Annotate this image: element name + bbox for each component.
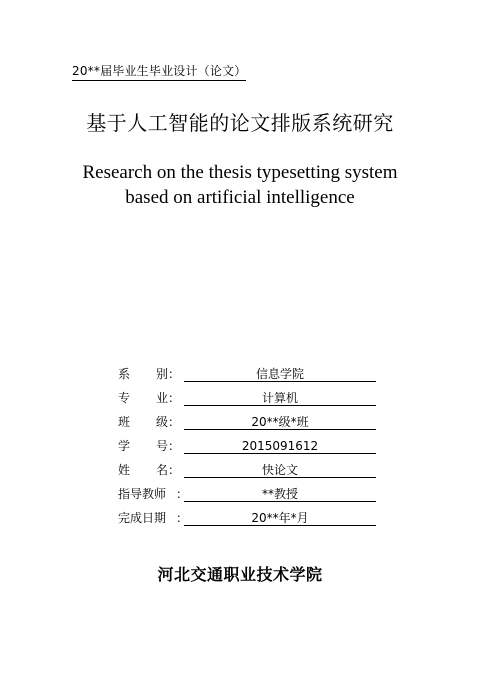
info-label-char: 别 [156, 367, 169, 381]
info-label-char: 业 [156, 391, 169, 405]
info-value-major: 计算机 [184, 391, 376, 406]
info-label-colon: ： [168, 415, 181, 429]
info-label-char: 学 [118, 439, 131, 453]
info-label-colon: ： [168, 367, 181, 381]
info-label-char: 名 [156, 463, 169, 477]
info-label-colon: ： [168, 463, 181, 477]
info-label-char: 号 [156, 439, 169, 453]
thesis-title-english-line2: based on artificial intelligence [125, 187, 355, 208]
student-info-block [118, 364, 388, 532]
info-label-char: 级 [156, 415, 169, 429]
info-row-department [118, 364, 388, 388]
info-row-major [118, 388, 388, 412]
info-row-class [118, 412, 388, 436]
info-label-colon: ： [176, 511, 189, 525]
info-row-completion-date [118, 508, 388, 532]
school-name: 河北交通职业技术学院 [157, 565, 323, 584]
info-label-char: 班 [118, 415, 131, 429]
info-label-colon: ： [168, 439, 181, 453]
thesis-title-chinese: 基于人工智能的论文排版系统研究 [86, 111, 394, 135]
info-label-text: 完成日期 [118, 511, 167, 525]
info-label-char: 专 [118, 391, 131, 405]
graduation-design-header: 20**届毕业生毕业设计（论文） [72, 64, 246, 81]
info-value-class: 20**级*班 [184, 415, 376, 430]
thesis-title-english [0, 160, 480, 210]
info-label-text: 指导教师 [118, 487, 167, 501]
info-label-char: 系 [118, 367, 131, 381]
info-value-completion-date: 20**年*月 [184, 511, 376, 526]
info-value-student-id: 2015091612 [184, 439, 376, 454]
info-label-colon: ： [168, 391, 181, 405]
info-row-name [118, 460, 388, 484]
info-row-student-id [118, 436, 388, 460]
info-value-department: 信息学院 [184, 367, 376, 382]
thesis-title-english-line1: Research on the thesis typesetting system [82, 162, 398, 183]
info-label-char: 姓 [118, 463, 131, 477]
info-value-advisor: **教授 [184, 487, 376, 502]
info-label-colon: ： [176, 487, 189, 501]
info-row-advisor [118, 484, 388, 508]
info-value-name: 快论文 [184, 463, 376, 478]
